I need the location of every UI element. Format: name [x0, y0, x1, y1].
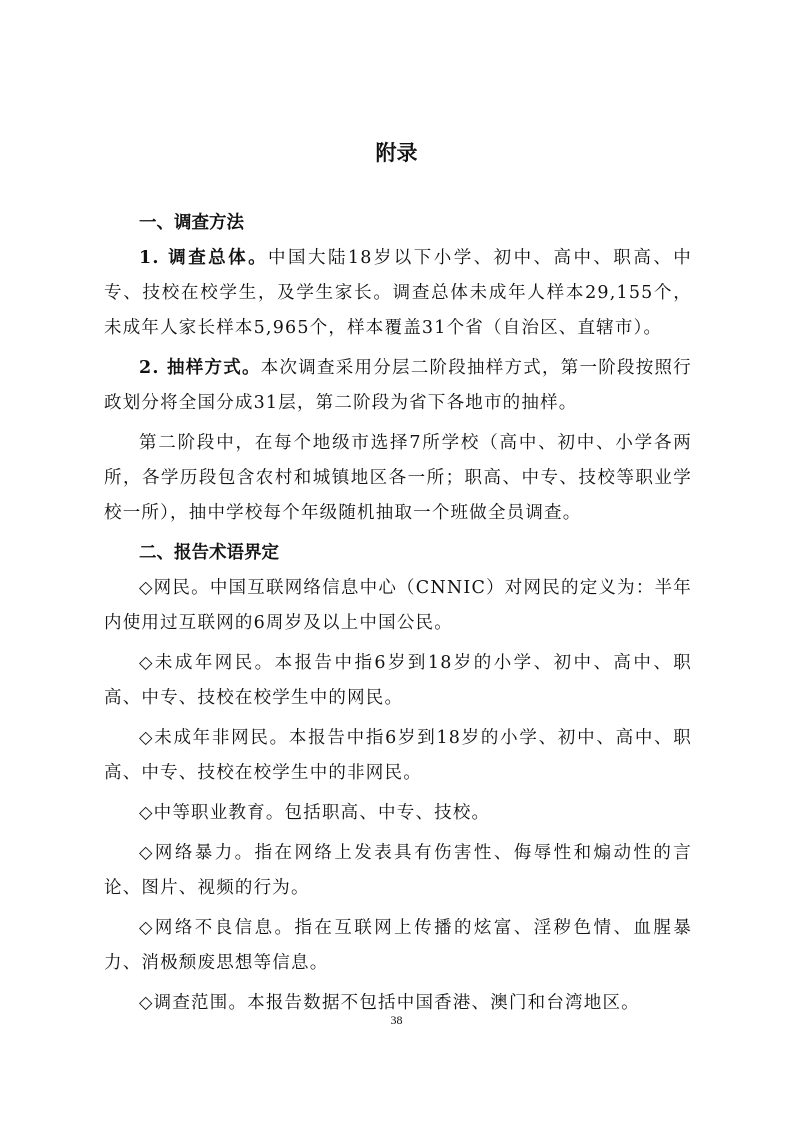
page-content — [104, 206, 692, 1026]
term-text: ◇未成年网民。本报告中指6岁到18岁的小学、初中、高中、职高、中专、技校在校学生中的网民。 — [104, 653, 692, 708]
term-text: ◇网民。中国互联网络信息中心（CNNIC）对网民的定义为：半年内使用过互联网的6周岁及以上中国公民。 — [104, 578, 692, 633]
term-minor-non-netizen — [104, 721, 692, 791]
term-text: ◇调查范围。本报告数据不包括中国香港、澳门和台湾地区。 — [139, 993, 640, 1013]
term-text: ◇网络暴力。指在网络上发表具有伤害性、侮辱性和煽动性的言论、图片、视频的行为。 — [104, 843, 692, 898]
paragraph-sampling-method — [104, 351, 692, 421]
paragraph-survey-population — [104, 241, 692, 346]
paragraph-text: 本次调查采用分层二阶段抽样方式，第一阶段按照行政划分将全国分成31层，第二阶段为省下各地市的抽样。 — [104, 358, 692, 413]
paragraph-text: 中国大陆18岁以下小学、初中、高中、职高、中专、技校在校学生，及学生家长。调查总体未成年人样本29,155个，未成年人家长样本5,965个，样本覆盖31个省（自治区、直辖市）。 — [104, 248, 692, 338]
page-number: 38 — [390, 1013, 403, 1027]
term-vocational-education — [104, 796, 692, 831]
term-cyber-violence — [104, 836, 692, 906]
paragraph-lead: 1. 调查总体。 — [139, 248, 269, 268]
page-title: 附录 — [375, 141, 418, 165]
term-text: ◇未成年非网民。本报告中指6岁到18岁的小学、初中、高中、职高、中专、技校在校学生中的非网民。 — [104, 728, 692, 783]
paragraph-second-stage — [104, 426, 692, 531]
section-heading-terms: 二、报告术语界定 — [139, 543, 279, 563]
term-harmful-information — [104, 911, 692, 981]
paragraph-lead: 2. 抽样方式。 — [139, 358, 261, 378]
paragraph-text: 第二阶段中，在每个地级市选择7所学校（高中、初中、小学各两所，各学历段包含农村和城镇地区各一所；职高、中专、技校等职业学校一所），抽中学校每个年级随机抽取一个班做全员调查。 — [104, 433, 692, 523]
term-minor-netizen — [104, 646, 692, 716]
term-text: ◇中等职业教育。包括职高、中专、技校。 — [139, 803, 491, 823]
term-netizen — [104, 571, 692, 641]
term-text: ◇网络不良信息。指在互联网上传播的炫富、淫秽色情、血腥暴力、消极颓废思想等信息。 — [104, 918, 692, 973]
section-heading-survey-method: 一、调查方法 — [139, 213, 244, 233]
